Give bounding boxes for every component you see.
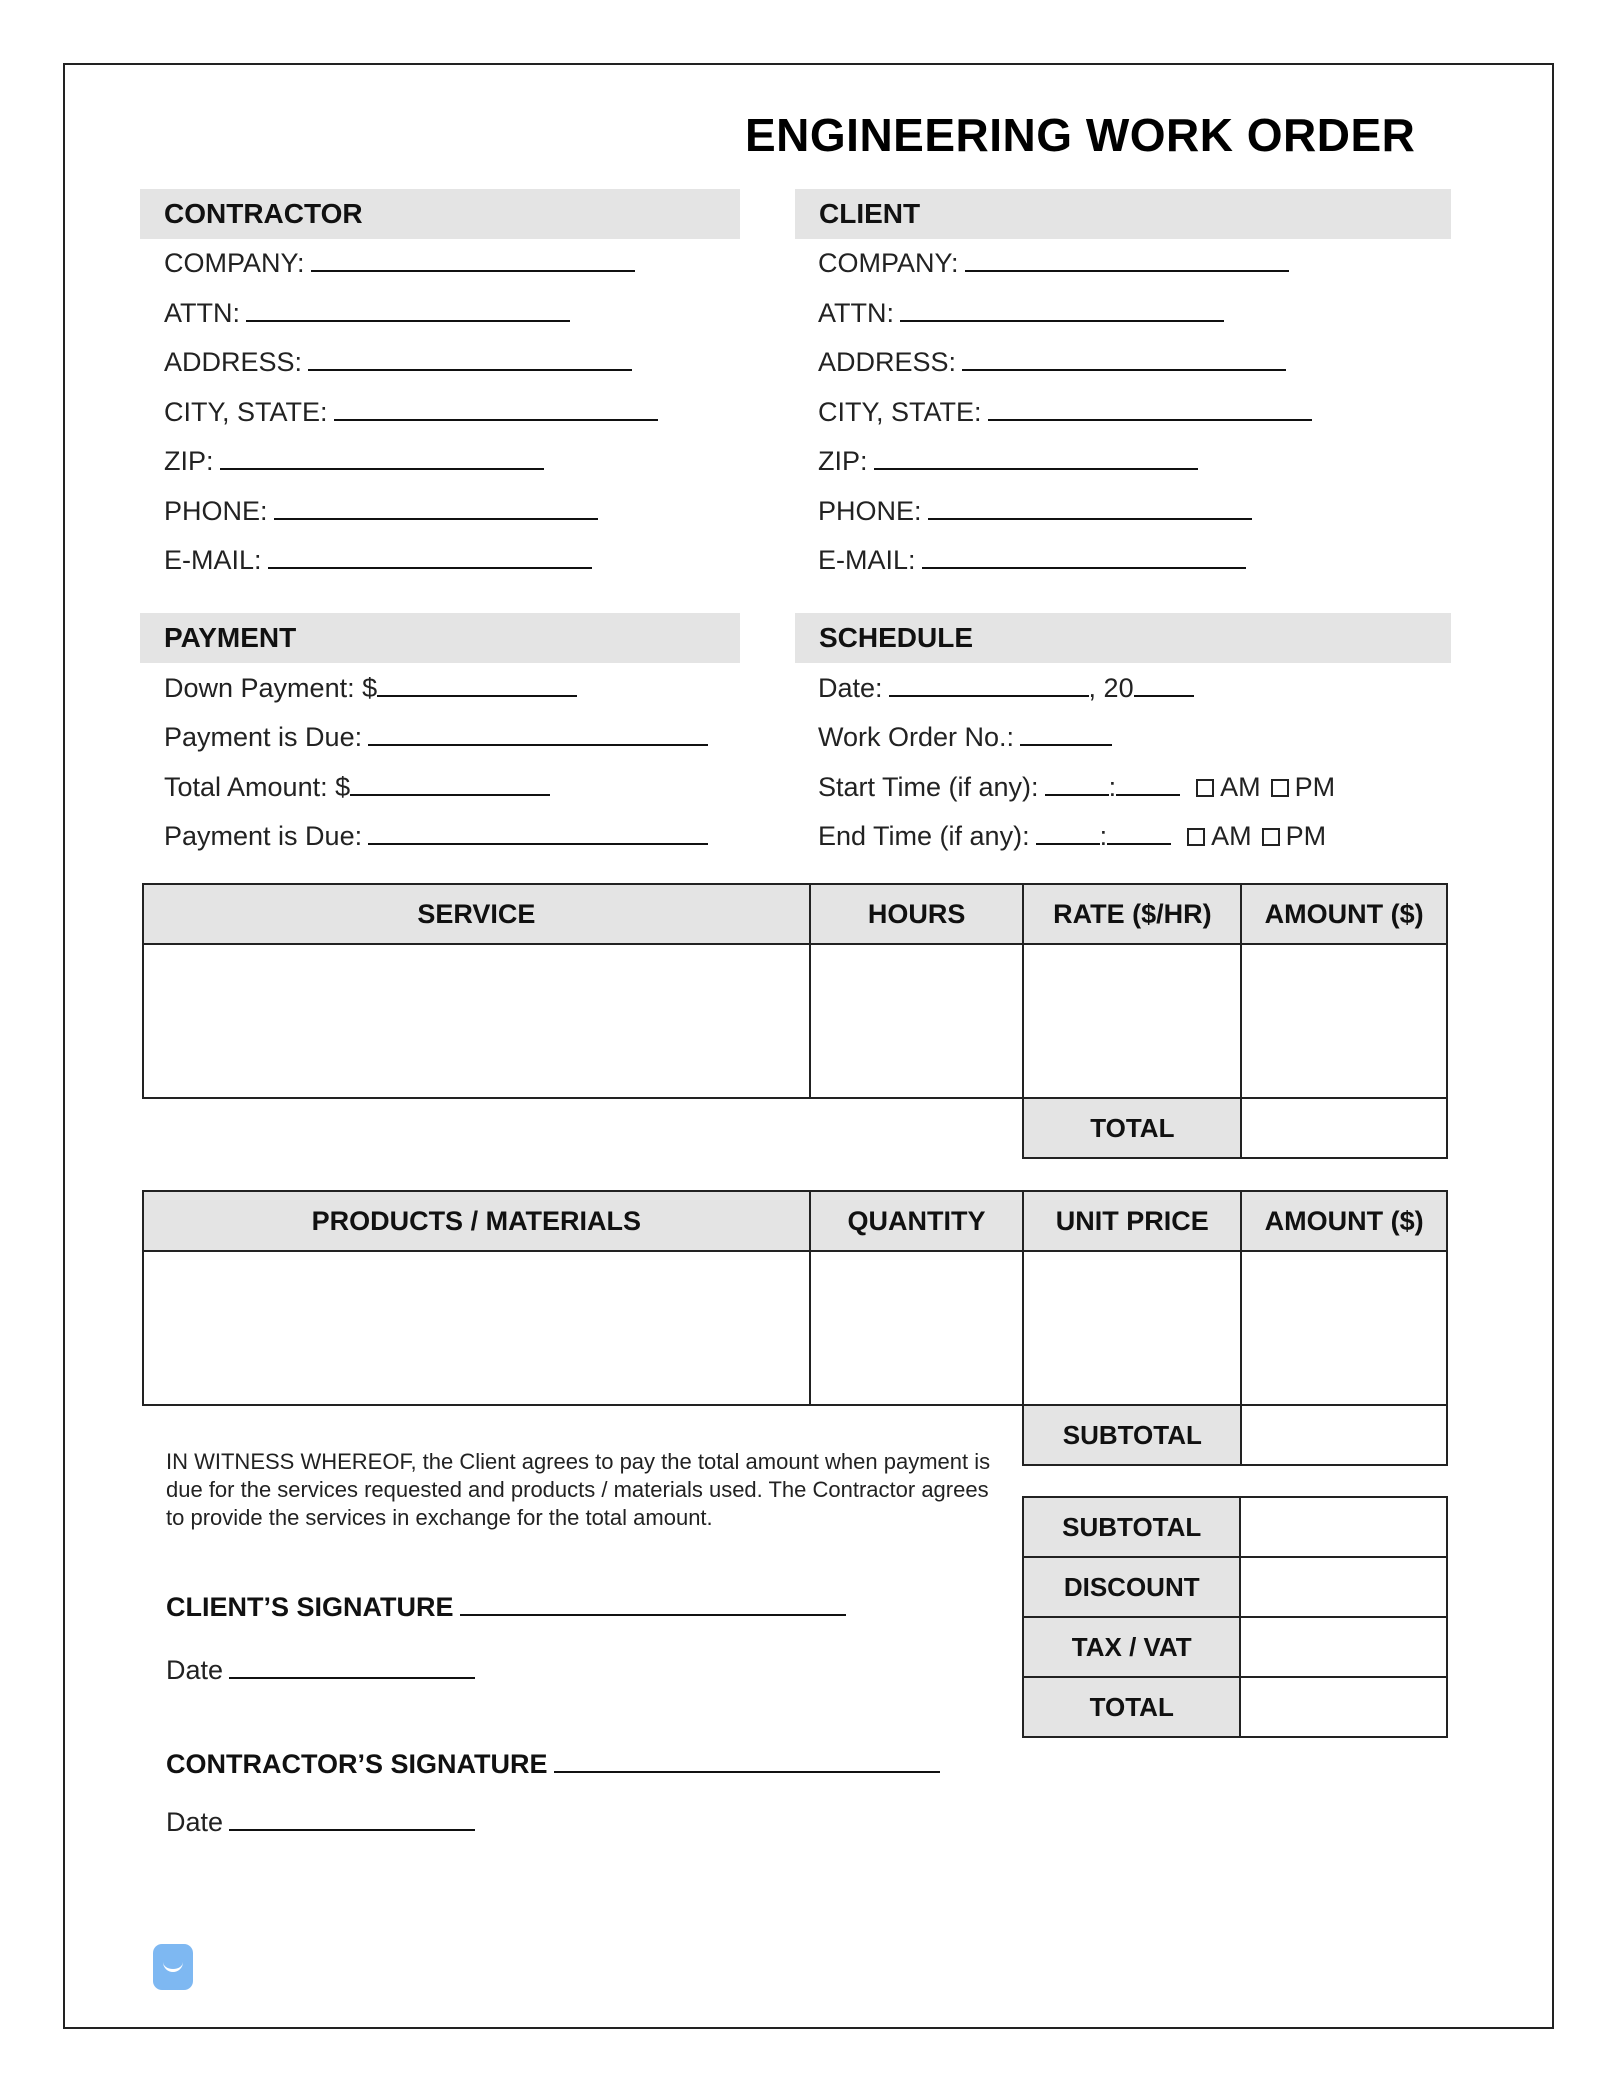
unit-price-cell[interactable]	[1023, 1251, 1241, 1405]
products-subtotal-label: SUBTOTAL	[1023, 1405, 1241, 1465]
schedule-date-field[interactable]	[818, 671, 1194, 705]
summary-discount-value[interactable]	[1240, 1557, 1447, 1617]
year-prefix: , 20	[1088, 673, 1134, 703]
end-pm-checkbox[interactable]	[1262, 828, 1280, 846]
products-header: PRODUCTS / MATERIALS	[143, 1191, 810, 1251]
field-label: E-MAIL:	[164, 545, 262, 575]
contractor-date-field[interactable]	[166, 1807, 475, 1838]
date-label: Date	[166, 1807, 224, 1837]
payment-due-field-2[interactable]	[164, 819, 708, 853]
summary-subtotal-label: SUBTOTAL	[1023, 1497, 1240, 1557]
summary-table	[1022, 1496, 1448, 1738]
client-city-state-field[interactable]	[818, 395, 1312, 429]
contractor-phone-field[interactable]	[164, 494, 598, 528]
field-label: E-MAIL:	[818, 545, 916, 575]
field-label: End Time (if any):	[818, 821, 1030, 851]
quantity-header: QUANTITY	[810, 1191, 1024, 1251]
start-time-field[interactable]	[818, 770, 1335, 804]
field-label: PHONE:	[164, 496, 268, 526]
field-label: Payment is Due:	[164, 821, 363, 851]
field-label: ZIP:	[164, 446, 214, 476]
unit-price-header: UNIT PRICE	[1023, 1191, 1241, 1251]
summary-total-value[interactable]	[1240, 1677, 1447, 1737]
field-label: ZIP:	[818, 446, 868, 476]
client-address-field[interactable]	[818, 345, 1286, 379]
witness-paragraph: IN WITNESS WHEREOF, the Client agrees to pay the total amount when payment is due for the services requested and products / materials used. The Contractor agrees to provide the services in exchange for the total amount.	[166, 1449, 991, 1530]
hours-header: HOURS	[810, 884, 1024, 944]
date-label: Date	[166, 1655, 224, 1685]
contractor-address-field[interactable]	[164, 345, 632, 379]
service-total-value[interactable]	[1241, 1098, 1447, 1158]
field-label: ATTN:	[164, 298, 240, 328]
contractor-heading: CONTRACTOR	[140, 189, 740, 239]
products-cell[interactable]	[143, 1251, 810, 1405]
field-label: Payment is Due:	[164, 722, 363, 752]
summary-discount-label: DISCOUNT	[1023, 1557, 1240, 1617]
field-label: COMPANY:	[164, 248, 305, 278]
contractor-city-state-field[interactable]	[164, 395, 658, 429]
products-table	[142, 1190, 1448, 1466]
client-email-field[interactable]	[818, 543, 1246, 577]
quantity-cell[interactable]	[810, 1251, 1024, 1405]
time-colon: :	[1108, 772, 1117, 802]
am-label: AM	[1220, 772, 1261, 802]
field-label: ADDRESS:	[818, 347, 957, 377]
start-pm-checkbox[interactable]	[1271, 779, 1289, 797]
payment-heading: PAYMENT	[140, 613, 740, 663]
pm-label: PM	[1285, 821, 1327, 851]
service-total-label: TOTAL	[1023, 1098, 1241, 1158]
summary-subtotal-value[interactable]	[1240, 1497, 1447, 1557]
rate-header: RATE ($/HR)	[1023, 884, 1241, 944]
summary-total-label: TOTAL	[1023, 1677, 1240, 1737]
field-label: Total Amount: $	[164, 772, 351, 802]
signature-label: CONTRACTOR’S SIGNATURE	[166, 1749, 548, 1779]
rate-cell[interactable]	[1023, 944, 1241, 1098]
field-label: Down Payment: $	[164, 673, 378, 703]
service-cell[interactable]	[143, 944, 810, 1098]
schedule-heading: SCHEDULE	[795, 613, 1451, 663]
field-label: CITY, STATE:	[164, 397, 328, 427]
signature-label: CLIENT’S SIGNATURE	[166, 1592, 454, 1622]
service-header: SERVICE	[143, 884, 810, 944]
payment-due-field[interactable]	[164, 720, 708, 754]
field-label: Work Order No.:	[818, 722, 1015, 752]
client-heading: CLIENT	[795, 189, 1451, 239]
field-label: ADDRESS:	[164, 347, 303, 377]
end-time-field[interactable]	[818, 819, 1326, 853]
client-phone-field[interactable]	[818, 494, 1252, 528]
field-label: Start Time (if any):	[818, 772, 1039, 802]
start-am-checkbox[interactable]	[1196, 779, 1214, 797]
contractor-signature-field[interactable]	[166, 1749, 940, 1780]
field-label: PHONE:	[818, 496, 922, 526]
client-attn-field[interactable]	[818, 296, 1224, 330]
spacer-cell	[810, 1098, 1024, 1158]
client-company-field[interactable]	[818, 246, 1289, 280]
pm-label: PM	[1294, 772, 1336, 802]
contractor-email-field[interactable]	[164, 543, 592, 577]
end-am-checkbox[interactable]	[1187, 828, 1205, 846]
smile-logo-icon	[153, 1944, 193, 1990]
contractor-attn-field[interactable]	[164, 296, 570, 330]
amount-cell[interactable]	[1241, 944, 1447, 1098]
time-colon: :	[1099, 821, 1108, 851]
down-payment-field[interactable]	[164, 671, 577, 705]
client-date-field[interactable]	[166, 1655, 475, 1686]
client-signature-field[interactable]	[166, 1592, 846, 1623]
field-label: COMPANY:	[818, 248, 959, 278]
total-amount-field[interactable]	[164, 770, 550, 804]
amount-header: AMOUNT ($)	[1241, 884, 1447, 944]
service-table	[142, 883, 1448, 1159]
summary-tax-value[interactable]	[1240, 1617, 1447, 1677]
summary-tax-label: TAX / VAT	[1023, 1617, 1240, 1677]
field-label: Date:	[818, 673, 883, 703]
field-label: CITY, STATE:	[818, 397, 982, 427]
products-amount-cell[interactable]	[1241, 1251, 1447, 1405]
work-order-number-field[interactable]	[818, 720, 1112, 754]
spacer-cell	[143, 1098, 810, 1158]
hours-cell[interactable]	[810, 944, 1024, 1098]
contractor-zip-field[interactable]	[164, 444, 544, 478]
contractor-company-field[interactable]	[164, 246, 635, 280]
products-amount-header: AMOUNT ($)	[1241, 1191, 1447, 1251]
document-title: ENGINEERING WORK ORDER	[745, 109, 1416, 161]
client-zip-field[interactable]	[818, 444, 1198, 478]
am-label: AM	[1211, 821, 1252, 851]
products-subtotal-value[interactable]	[1241, 1405, 1447, 1465]
field-label: ATTN:	[818, 298, 894, 328]
